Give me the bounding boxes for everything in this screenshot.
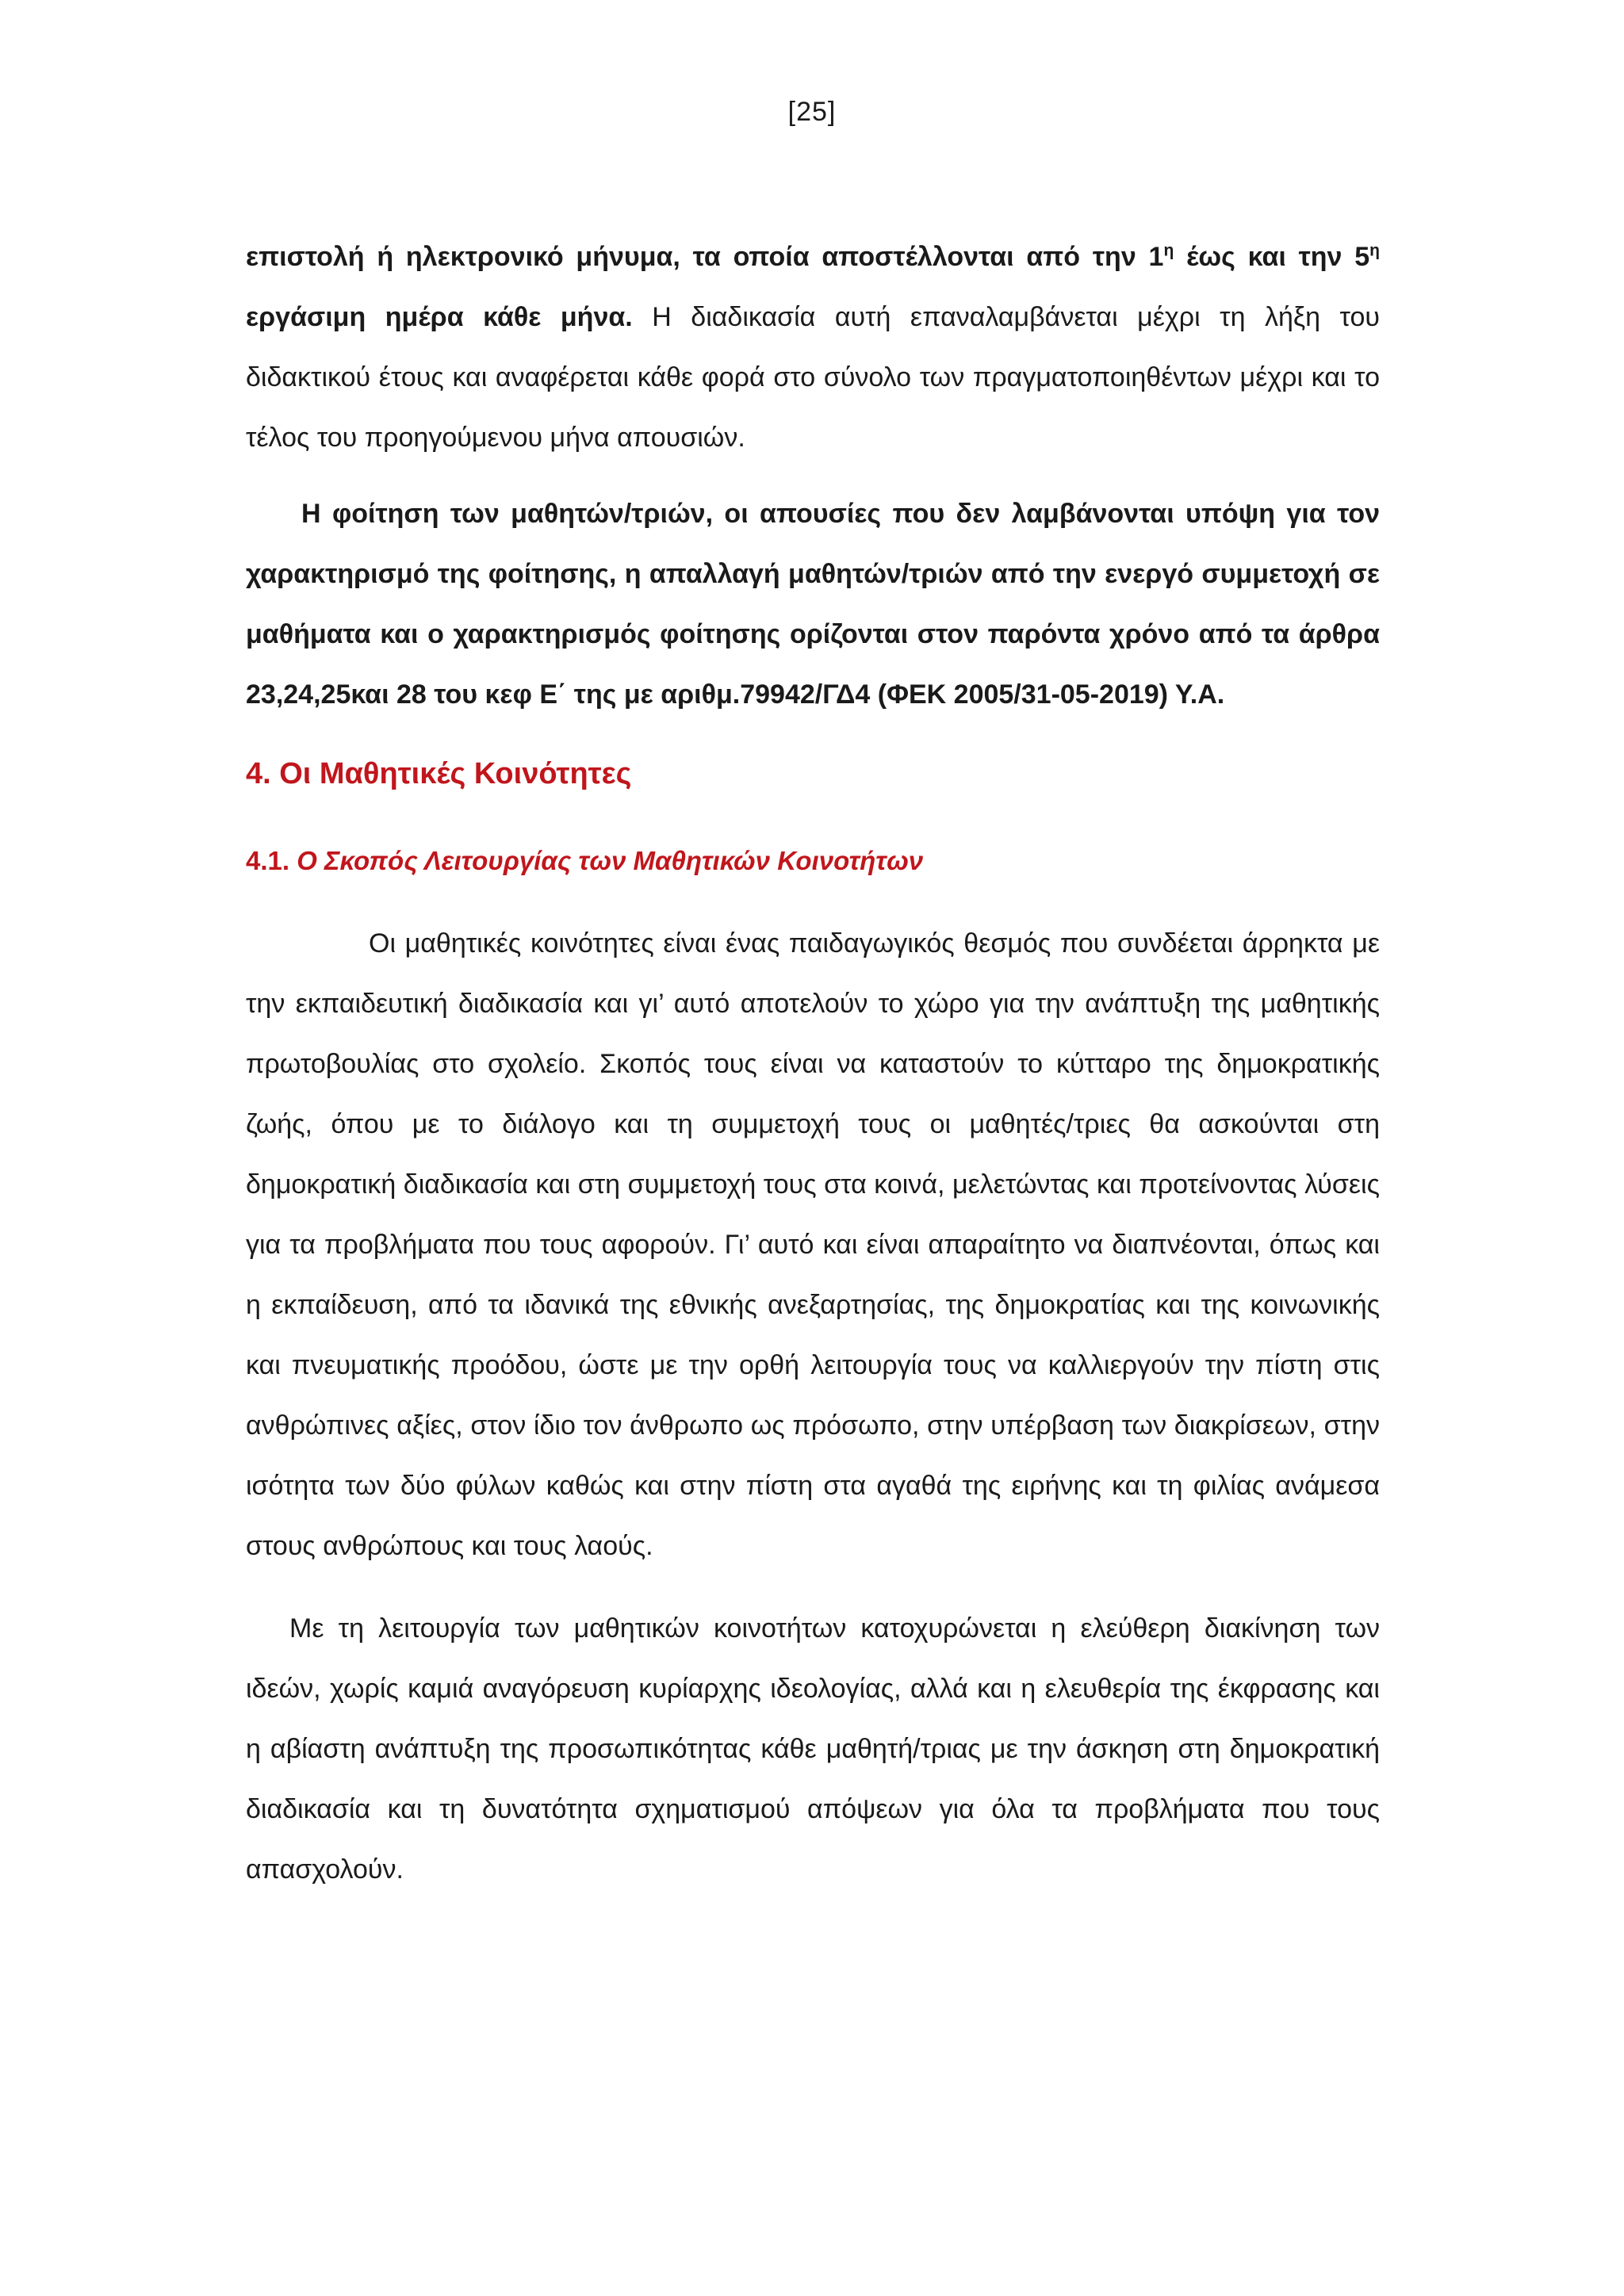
- paragraph-absence-notification: [246, 227, 1380, 468]
- bold-text: επιστολή ή ηλεκτρονικό μήνυμα, τα οποία αποστέλλονται από την 1: [246, 242, 1164, 272]
- page-number: [25]: [787, 97, 837, 127]
- document-body: [246, 227, 1380, 1900]
- paragraph-purpose: Οι μαθητικές κοινότητες είναι ένας παιδαγωγικός θεσμός που συνδέεται άρρηκτα με την εκπαιδευτική διαδικασία και γι’ αυτό αποτελούν το χώρο για την ανάπτυξη της μαθητικής πρωτοβουλίας στο σχολείο. Σκοπός τους είναι να καταστούν το κύτταρο της δημοκρατικής ζωής, όπου με το διάλογο και τη συμμετοχή τους οι μαθητές/τριες θα ασκούνται στη δημοκρατική διαδικασία και στη συμμετοχή τους στα κοινά, μελετώντας και προτείνοντας λύσεις για τα προβλήματα που τους αφορούν. Γι’ αυτό και είναι απαραίτητο να διαπνέονται, όπως και η εκπαίδευση, από τα ιδανικά της εθνικής ανεξαρτησίας, της δημοκρατίας και της κοινωνικής και πνευματικής προόδου, ώστε με την ορθή λειτουργία τους να καλλιεργούν την πίστη στις ανθρώπινες αξίες, στον ίδιο τον άνθρωπο ως πρόσωπο, στην υπέρβαση των διακρίσεων, στην ισότητα των δύο φύλων καθώς και στην πίστη στα αγαθά της ειρήνης και τη φιλίας ανάμεσα στους ανθρώπους και τους λαούς.: [246, 928, 1380, 1561]
- paragraph-freedom: Με τη λειτουργία των μαθητικών κοινοτήτων κατοχυρώνεται η ελεύθερη διακίνηση των ιδεών, χωρίς καμιά αναγόρευση κυρίαρχης ιδεολογίας, αλλά και η ελευθερία της έκφρασης και η αβίαστη ανάπτυξη της προσωπικότητας κάθε μαθητή/τριας με την άσκηση στη δημοκρατική διαδικασία και τη δυνατότητα σχηματισμού απόψεων για όλα τα προβλήματα που τους απασχολούν.: [246, 1613, 1380, 1885]
- paragraph-attendance-rules: Η φοίτηση των μαθητών/τριών, οι απουσίες που δεν λαμβάνονται υπόψη για τον χαρακτηρισμό της φοίτησης, η απαλλαγή μαθητών/τριών από την ενεργό συμμετοχή σε μαθήματα και ο χαρακτηρισμός φοίτησης ορίζονται στον παρόντα χρόνο από τα άρθρα 23,24,25και 28 του κεφ Ε΄ της με αριθμ.79942/ΓΔ4 (ΦΕΚ 2005/31-05-2019) Υ.Α.: [246, 499, 1380, 710]
- bold-text: έως και την 5: [1174, 242, 1370, 272]
- subsection-heading: [246, 840, 1380, 882]
- superscript: η: [1369, 241, 1380, 260]
- superscript: η: [1163, 241, 1174, 260]
- subsection-number: 4.1.: [246, 846, 297, 875]
- paragraph-text: Η διαδικασία αυτή επαναλαμβάνεται μέχρι τη λήξη του διδακτικού έτους και αναφέρεται κάθε φορά στο σύνολο των πραγματοποιηθέντων μέχρι και το τέλος του προηγούμενου μήνα απουσιών.: [246, 302, 1380, 453]
- bold-text: εργάσιμη ημέρα κάθε μήνα.: [246, 302, 633, 332]
- subsection-title: Ο Σκοπός Λειτουργίας των Μαθητικών Κοινοτήτων: [297, 846, 924, 875]
- section-heading: 4. Οι Μαθητικές Κοινότητες: [246, 757, 632, 790]
